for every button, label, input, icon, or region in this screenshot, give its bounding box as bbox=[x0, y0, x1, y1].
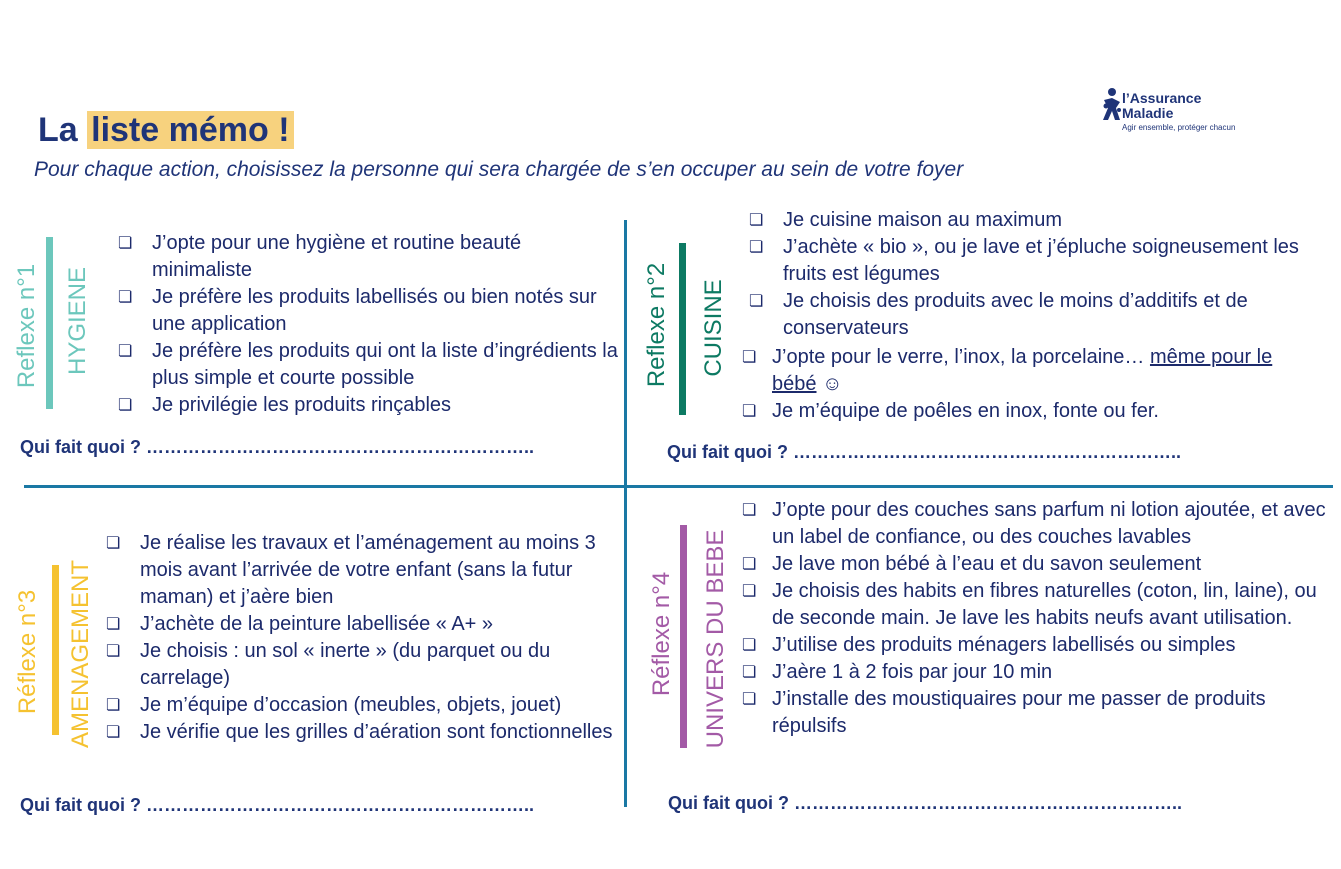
cuisine-accent-bar bbox=[679, 243, 686, 415]
item-text: J’opte pour le verre, l’inox, la porcelaine… bbox=[772, 346, 1150, 368]
checklist-item[interactable]: ❏ Je choisis : un sol « inerte » (du parquet ou du carrelage) bbox=[106, 638, 626, 692]
page-subtitle: Pour chaque action, choisissez la personne qui sera chargée de s’en occuper au sein de votre foyer bbox=[34, 158, 964, 181]
cuisine-checklist-continued bbox=[742, 344, 1322, 425]
checklist-item[interactable]: ❏ Je préfère les produits qui ont la liste d’ingrédients la plus simple et courte possible bbox=[118, 338, 623, 392]
checklist-item[interactable]: ❏ Je cuisine maison au maximum bbox=[749, 207, 1319, 234]
checklist-item[interactable]: ❏ Je préfère les produits labellisés ou bien notés sur une application bbox=[118, 284, 623, 338]
title-highlight: liste mémo ! bbox=[87, 111, 293, 149]
hygiene-checklist bbox=[118, 230, 623, 419]
horizontal-divider bbox=[24, 485, 1333, 488]
cuisine-theme-label: CUISINE bbox=[700, 279, 727, 377]
qui-fait-quoi-bebe[interactable]: Qui fait quoi ? ……………………………………………………….. bbox=[668, 793, 1182, 813]
checklist-item[interactable]: ❏ J’achète de la peinture labellisée « A+ » bbox=[106, 611, 626, 638]
checklist-item[interactable]: ❏ Je choisis des produits avec le moins d’additifs et de conservateurs bbox=[749, 288, 1319, 342]
checklist-item[interactable]: ❏ Je m’équipe d’occasion (meubles, objets, jouet) bbox=[106, 692, 626, 719]
assurance-maladie-logo bbox=[1100, 82, 1270, 136]
bebe-theme-label: UNIVERS DU BEBE bbox=[702, 529, 729, 749]
reflexe-1-label: Reflexe n°1 bbox=[13, 263, 40, 389]
checklist-item[interactable] bbox=[742, 344, 1322, 398]
reflexe-3-label: Réflexe n°3 bbox=[14, 589, 41, 715]
reflexe-2-label: Reflexe n°2 bbox=[643, 262, 670, 388]
checklist-item[interactable]: ❏ J’achète « bio », ou je lave et j’épluche soigneusement les fruits est légumes bbox=[749, 234, 1319, 288]
checklist-item[interactable]: ❏ J’opte pour des couches sans parfum ni lotion ajoutée, et avec un label de confiance, ou des couches lavables bbox=[742, 497, 1327, 551]
reflexe-4-label: Réflexe n°4 bbox=[648, 571, 675, 697]
amenagement-checklist bbox=[106, 530, 626, 746]
title-prefix: La bbox=[38, 111, 88, 149]
checklist-item[interactable]: ❏ Je réalise les travaux et l’aménagement au moins 3 mois avant l’arrivée de votre enfant (sans la futur maman) et j’aère bien bbox=[106, 530, 626, 611]
amenagement-accent-bar bbox=[52, 565, 59, 735]
bebe-checklist bbox=[742, 497, 1327, 740]
cuisine-checklist bbox=[749, 207, 1319, 342]
bebe-accent-bar bbox=[680, 525, 687, 748]
family-figures-icon bbox=[1100, 86, 1124, 126]
qui-fait-quoi-amenagement[interactable]: Qui fait quoi ? ……………………………………………………….. bbox=[20, 795, 534, 815]
checklist-item[interactable]: ❏ Je choisis des habits en fibres naturelles (coton, lin, laine), ou de seconde main. Je lave les habits neufs avant utilisation. bbox=[742, 578, 1327, 632]
checklist-item[interactable]: ❏ J’aère 1 à 2 fois par jour 10 min bbox=[742, 659, 1327, 686]
checklist-item[interactable]: ❏ Je lave mon bébé à l’eau et du savon seulement bbox=[742, 551, 1327, 578]
smiley-icon: ☺ bbox=[822, 373, 843, 395]
hygiene-theme-label: HYGIENE bbox=[64, 266, 91, 376]
hygiene-accent-bar bbox=[46, 237, 53, 409]
logo-name-line1: l’Assurance bbox=[1122, 90, 1202, 106]
checklist-item[interactable]: ❏ J’installe des moustiquaires pour me passer de produits répulsifs bbox=[742, 686, 1327, 740]
amenagement-theme-label: AMENAGEMENT bbox=[67, 559, 94, 749]
qui-fait-quoi-cuisine[interactable]: Qui fait quoi ? ……………………………………………………….. bbox=[667, 442, 1181, 462]
underlined-text: même pour le bébé bbox=[772, 346, 1273, 395]
page-title bbox=[38, 108, 294, 152]
checklist-item[interactable]: ❏ Je m’équipe de poêles en inox, fonte ou fer. bbox=[742, 398, 1322, 425]
checklist-item[interactable]: ❏ Je vérifie que les grilles d’aération sont fonctionnelles bbox=[106, 719, 626, 746]
logo-name-line2: Maladie bbox=[1122, 105, 1174, 121]
checklist-item[interactable]: ❏ J’opte pour une hygiène et routine beauté minimaliste bbox=[118, 230, 623, 284]
qui-fait-quoi-hygiene[interactable]: Qui fait quoi ? ……………………………………………………….. bbox=[20, 437, 534, 457]
checklist-item[interactable]: ❏ Je privilégie les produits rinçables bbox=[118, 392, 623, 419]
logo-tagline: Agir ensemble, protéger chacun bbox=[1122, 123, 1236, 132]
checklist-item[interactable]: ❏ J’utilise des produits ménagers labellisés ou simples bbox=[742, 632, 1327, 659]
